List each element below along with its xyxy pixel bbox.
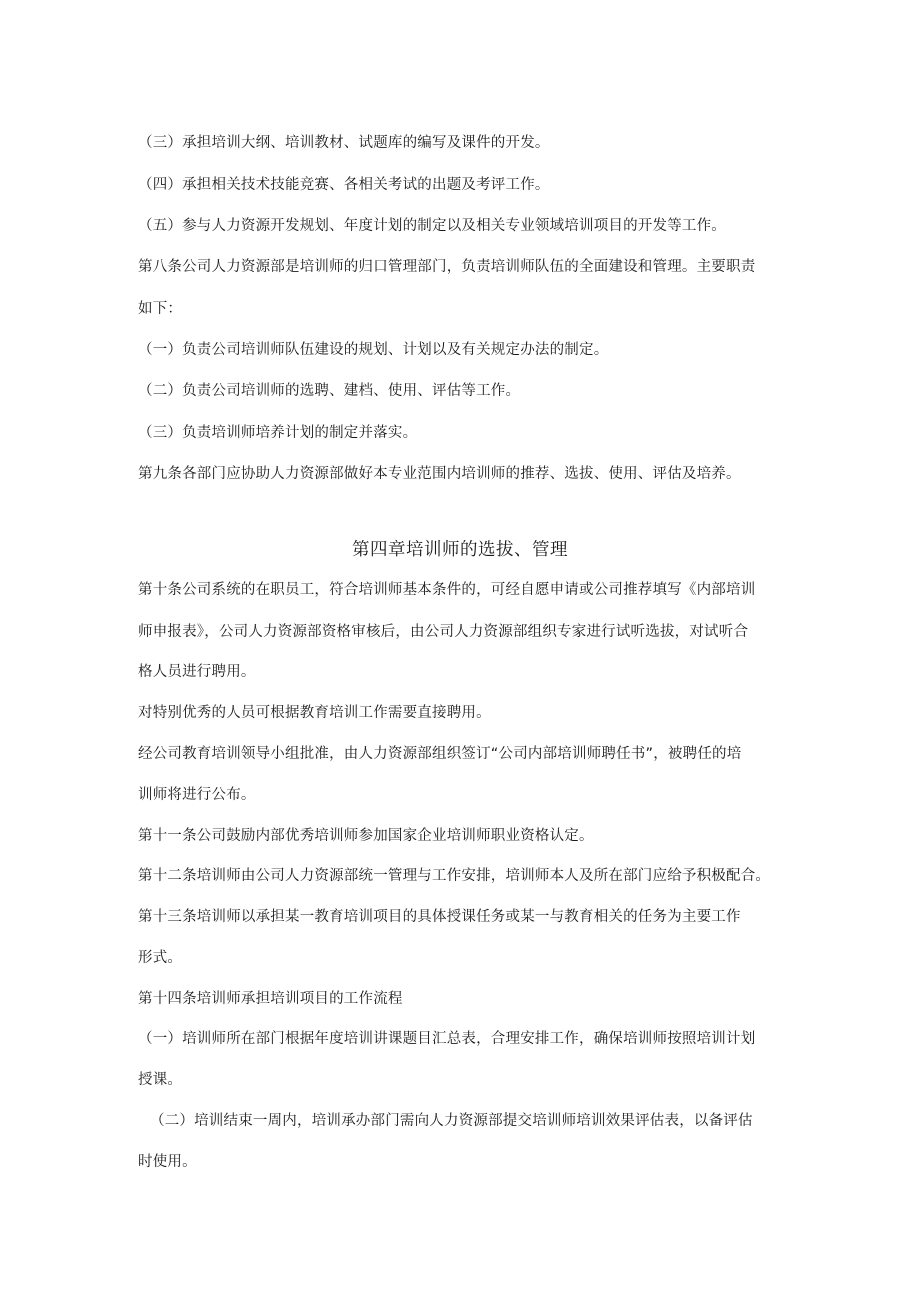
paragraph-line: 训师将进行公布。 bbox=[138, 787, 256, 803]
paragraph-line: （二）培训结束一周内，培训承办部门需向人力资源部提交培训师培训效果评估表，以备评估 bbox=[150, 1113, 753, 1129]
paragraph-line: （一）培训师所在部门根据年度培训讲课题目汇总表，合理安排工作，确保培训师按照培训计划 bbox=[138, 1031, 756, 1047]
paragraph-line: 第十二条培训师由公司人力资源部统一管理与工作安排，培训师本人及所在部门应给予积极配合。 bbox=[138, 868, 771, 884]
paragraph-line: 经公司教育培训领导小组批准，由人力资源部组织签订“公司内部培训师聘任书”，被聘任的培 bbox=[138, 746, 742, 762]
paragraph-line: 第十四条培训师承担培训项目的工作流程 bbox=[138, 991, 403, 1007]
paragraph-line: 第十三条培训师以承担某一教育培训项目的具体授课任务或某一与教育相关的任务为主要工作 bbox=[138, 909, 741, 925]
paragraph-line: （二）负责公司培训师的选聘、建档、使用、评估等工作。 bbox=[138, 383, 521, 399]
paragraph-line: 第八条公司人力资源部是培训师的归口管理部门，负责培训师队伍的全面建设和管理。主要职责 bbox=[138, 259, 756, 275]
paragraph-line: 第九条各部门应协助人力资源部做好本专业范围内培训师的推荐、选拔、使用、评估及培养。 bbox=[138, 466, 741, 482]
chapter-heading: 第四章培训师的选拔、管理 bbox=[352, 540, 568, 560]
paragraph-line: 师申报表》，公司人力资源部资格审核后，由公司人力资源部组织专家进行试听选拔，对试听合 bbox=[138, 624, 749, 640]
paragraph-line: 对特别优秀的人员可根据教育培训工作需要直接聘用。 bbox=[138, 705, 491, 721]
paragraph-line: （三）承担培训大纲、培训教材、试题库的编写及课件的开发。 bbox=[138, 135, 550, 151]
paragraph-line: 第十一条公司鼓励内部优秀培训师参加国家企业培训师职业资格认定。 bbox=[138, 828, 594, 844]
paragraph-line: 时使用。 bbox=[138, 1154, 197, 1170]
paragraph-line: （一）负责公司培训师队伍建设的规划、计划以及有关规定办法的制定。 bbox=[138, 342, 609, 358]
paragraph-line: 格人员进行聘用。 bbox=[138, 664, 256, 680]
paragraph-line: 授课。 bbox=[138, 1072, 183, 1088]
paragraph-line: 第十条公司系统的在职员工，符合培训师基本条件的，可经自愿申请或公司推荐填写《内部培训 bbox=[138, 582, 756, 598]
paragraph-line: （三）负责培训师培养计划的制定并落实。 bbox=[138, 425, 418, 441]
paragraph-line: 形式。 bbox=[138, 950, 183, 966]
paragraph-line: 如下： bbox=[138, 301, 183, 317]
paragraph-line: （四）承担相关技术技能竞赛、各相关考试的出题及考评工作。 bbox=[138, 177, 550, 193]
paragraph-line: （五）参与人力资源开发规划、年度计划的制定以及相关专业领域培训项目的开发等工作。 bbox=[138, 218, 726, 234]
